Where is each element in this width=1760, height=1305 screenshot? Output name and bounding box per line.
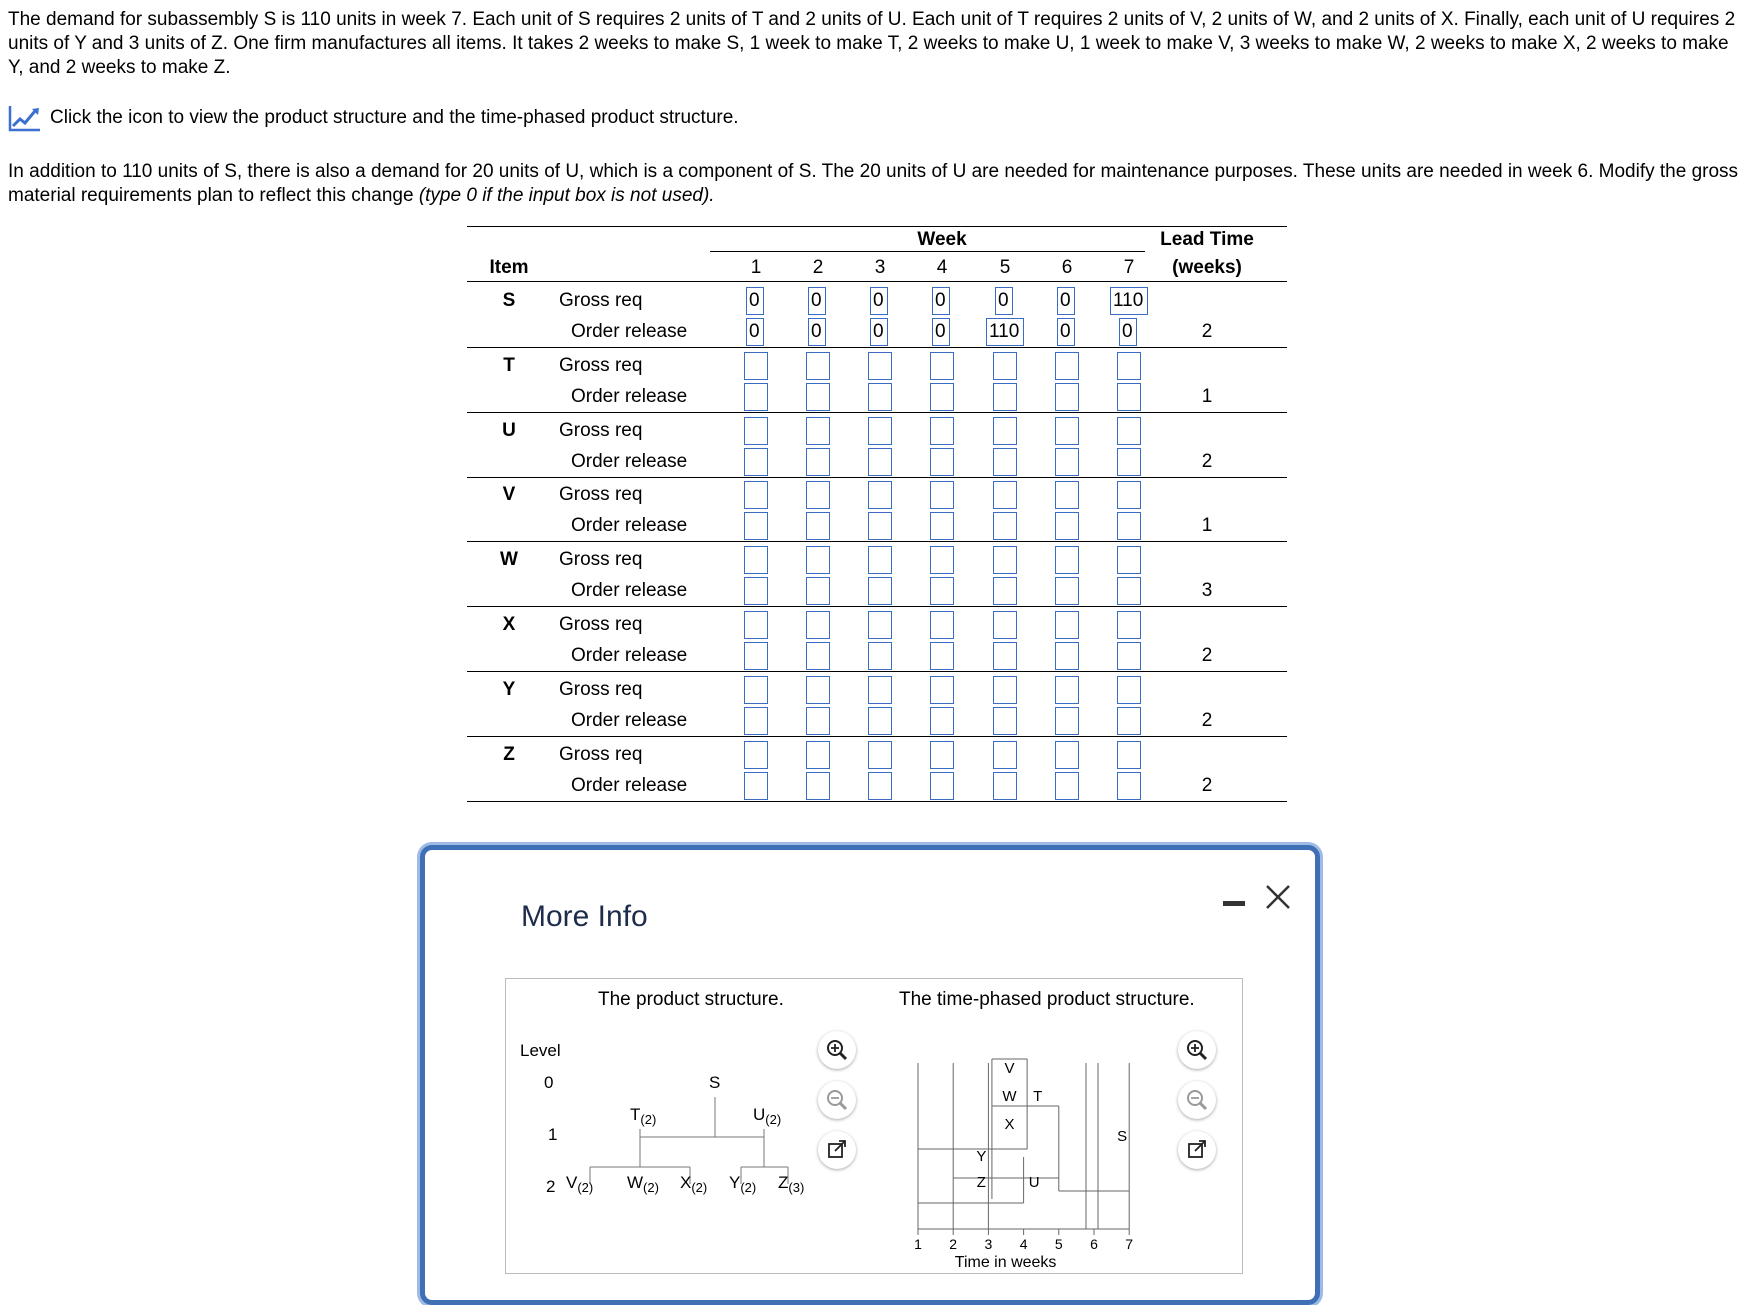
- open-new-window-button[interactable]: [818, 1131, 856, 1169]
- week-tick-4: 4: [1019, 1236, 1028, 1252]
- mrp-w-gross-week-2[interactable]: [806, 546, 830, 574]
- mrp-s-gross-week-5[interactable]: [995, 287, 1013, 315]
- level-2: 2: [546, 1177, 556, 1196]
- mrp-z-order-week-4[interactable]: [930, 772, 954, 800]
- tree-node-w: $W_{(2)}$: [627, 1173, 659, 1195]
- mrp-x-gross-week-3[interactable]: [868, 611, 892, 639]
- lead-time-T: 1: [1201, 385, 1213, 407]
- item-V: V: [502, 484, 516, 506]
- mrp-y-gross-week-6[interactable]: [1055, 676, 1079, 704]
- dialog-title: More Info: [521, 900, 648, 933]
- mrp-s-gross-week-3[interactable]: [870, 287, 888, 315]
- mrp-x-order-week-7[interactable]: [1117, 642, 1141, 670]
- mrp-u-order-week-1[interactable]: [744, 448, 768, 476]
- mrp-v-gross-week-4[interactable]: [930, 481, 954, 509]
- mrp-z-gross-week-5[interactable]: [993, 741, 1017, 769]
- mrp-v-order-week-6[interactable]: [1055, 512, 1079, 540]
- open-new-window-button-2[interactable]: [1178, 1131, 1216, 1169]
- order-release-label: Order release: [571, 645, 688, 666]
- mrp-s-gross-week-1[interactable]: [746, 287, 764, 315]
- mrp-v-gross-week-1[interactable]: [744, 481, 768, 509]
- item-X: X: [502, 614, 516, 635]
- week-7: 7: [1123, 257, 1135, 278]
- timeline-label-v: V: [1004, 1060, 1015, 1077]
- mrp-t-gross-week-7[interactable]: [1117, 352, 1141, 380]
- order-release-label: Order release: [571, 450, 688, 472]
- mrp-w-gross-week-3[interactable]: [868, 546, 892, 574]
- gross-req-label: Gross req: [559, 419, 643, 441]
- mrp-v-gross-week-5[interactable]: [993, 481, 1017, 509]
- rule-top-left: [467, 226, 728, 227]
- gross-req-label: Gross req: [559, 678, 643, 700]
- lead-time-V: 1: [1201, 515, 1213, 537]
- mrp-x-gross-week-7[interactable]: [1117, 611, 1141, 639]
- mrp-z-order-week-7[interactable]: [1117, 772, 1141, 800]
- gross-req-label: Gross req: [559, 743, 643, 765]
- level-1: 1: [548, 1125, 558, 1144]
- mrp-y-order-week-2[interactable]: [806, 707, 830, 735]
- mrp-s-gross-week-6[interactable]: [1057, 287, 1075, 315]
- week-1: 1: [750, 257, 762, 278]
- lead-time-S: 2: [1201, 321, 1213, 342]
- mrp-x-gross-week-4[interactable]: [930, 611, 954, 639]
- item-W: W: [500, 549, 518, 571]
- item-U: U: [502, 419, 516, 441]
- mrp-table: [467, 226, 1287, 814]
- order-release-label: Order release: [571, 515, 688, 537]
- mrp-w-order-week-5[interactable]: [993, 577, 1017, 605]
- mrp-x-order-week-4[interactable]: [930, 642, 954, 670]
- minimize-icon[interactable]: [1223, 890, 1247, 912]
- mrp-t-gross-week-3[interactable]: [868, 352, 892, 380]
- mrp-s-order-week-6[interactable]: [1057, 318, 1075, 346]
- tree-node-u: $U_{(2)}$: [753, 1105, 782, 1127]
- mrp-z-order-week-3[interactable]: [868, 772, 892, 800]
- mrp-v-gross-week-3[interactable]: [868, 481, 892, 509]
- week-4: 4: [936, 257, 948, 278]
- zoom-out-button-2[interactable]: [1178, 1081, 1216, 1119]
- zoom-in-button[interactable]: [818, 1031, 856, 1069]
- row-divider: [467, 801, 1287, 802]
- mrp-u-gross-week-4[interactable]: [930, 417, 954, 445]
- order-release-label: Order release: [571, 580, 688, 602]
- mrp-z-order-week-6[interactable]: [1055, 772, 1079, 800]
- mrp-u-order-week-5[interactable]: [993, 448, 1017, 476]
- mrp-s-order-week-2[interactable]: [808, 318, 826, 346]
- mrp-u-gross-week-1[interactable]: [744, 417, 768, 445]
- mrp-s-order-week-3[interactable]: [870, 318, 888, 346]
- mrp-s-order-week-4[interactable]: [932, 318, 950, 346]
- timeline-label-s: S: [1117, 1128, 1128, 1145]
- mrp-w-gross-week-4[interactable]: [930, 546, 954, 574]
- mrp-w-gross-week-5[interactable]: [993, 546, 1017, 574]
- mrp-z-gross-week-7[interactable]: [1117, 741, 1141, 769]
- zoom-out-button[interactable]: [818, 1081, 856, 1119]
- mrp-y-gross-week-2[interactable]: [806, 676, 830, 704]
- mrp-z-gross-week-1[interactable]: [744, 741, 768, 769]
- week-tick-5: 5: [1054, 1236, 1063, 1252]
- level-label: Level: [520, 1041, 561, 1060]
- zoom-in-icon: [825, 1038, 849, 1062]
- mrp-v-order-week-3[interactable]: [868, 512, 892, 540]
- mrp-y-gross-week-7[interactable]: [1117, 676, 1141, 704]
- mrp-v-order-week-7[interactable]: [1117, 512, 1141, 540]
- view-structure-link-text[interactable]: Click the icon to view the product structure and the time-phased product structure.: [50, 107, 739, 128]
- mrp-u-gross-week-7[interactable]: [1117, 417, 1141, 445]
- zoom-in-icon: [1185, 1038, 1209, 1062]
- mrp-v-order-week-2[interactable]: [806, 512, 830, 540]
- zoom-in-button-2[interactable]: [1178, 1031, 1216, 1069]
- lead-time-Y: 2: [1201, 709, 1213, 731]
- item-Z: Z: [503, 743, 515, 765]
- mrp-t-order-week-3[interactable]: [868, 383, 892, 411]
- timeline-label-u: U: [1028, 1174, 1040, 1191]
- mrp-y-order-week-4[interactable]: [930, 707, 954, 735]
- lead-time-X: 2: [1201, 645, 1213, 666]
- rule-week: [710, 251, 1145, 252]
- timeline-label-w: W: [1002, 1088, 1017, 1105]
- mrp-w-order-week-4[interactable]: [930, 577, 954, 605]
- mrp-y-order-week-6[interactable]: [1055, 707, 1079, 735]
- row-divider: [467, 477, 1287, 478]
- mrp-t-order-week-5[interactable]: [993, 383, 1017, 411]
- mrp-y-gross-week-1[interactable]: [744, 676, 768, 704]
- week-6: 6: [1061, 257, 1073, 278]
- week-tick-7: 7: [1125, 1236, 1134, 1252]
- week-tick-6: 6: [1090, 1236, 1098, 1252]
- lead-time-U: 2: [1201, 450, 1213, 472]
- modification-hint: (type 0 if the input box is not used).: [418, 185, 715, 206]
- row-divider: [467, 412, 1287, 413]
- mrp-x-gross-week-5[interactable]: [993, 611, 1017, 639]
- timeline-label-x: X: [1004, 1116, 1015, 1133]
- mrp-w-order-week-2[interactable]: [806, 577, 830, 605]
- mrp-z-gross-week-4[interactable]: [930, 741, 954, 769]
- mrp-x-gross-week-2[interactable]: [806, 611, 830, 639]
- problem-modification: [8, 160, 1748, 208]
- mrp-u-gross-week-2[interactable]: [806, 417, 830, 445]
- mrp-t-order-week-2[interactable]: [806, 383, 830, 411]
- mrp-u-order-week-2[interactable]: [806, 448, 830, 476]
- mrp-s-gross-week-7[interactable]: [1110, 287, 1148, 315]
- mrp-u-order-week-6[interactable]: [1055, 448, 1079, 476]
- order-release-label: Order release: [571, 774, 688, 796]
- mrp-y-order-week-7[interactable]: [1117, 707, 1141, 735]
- row-divider: [467, 347, 1287, 348]
- item-Y: Y: [502, 678, 516, 700]
- mrp-u-order-week-4[interactable]: [930, 448, 954, 476]
- mrp-x-order-week-2[interactable]: [806, 642, 830, 670]
- close-icon[interactable]: [1261, 880, 1295, 914]
- week-tick-1: 1: [914, 1236, 922, 1252]
- lead-time-W: 3: [1201, 580, 1213, 602]
- mrp-x-gross-week-1[interactable]: [744, 611, 768, 639]
- tree-node-v: $V_{(2)}$: [566, 1173, 594, 1195]
- timeline-label-y: Y: [976, 1148, 987, 1165]
- mrp-t-gross-week-1[interactable]: [744, 352, 768, 380]
- order-release-label: Order release: [571, 321, 688, 342]
- mrp-y-order-week-3[interactable]: [868, 707, 892, 735]
- mrp-z-order-week-1[interactable]: [744, 772, 768, 800]
- gross-req-label: Gross req: [559, 614, 643, 635]
- order-release-label: Order release: [571, 385, 688, 407]
- mrp-v-gross-week-2[interactable]: [806, 481, 830, 509]
- tree-root: S: [709, 1073, 721, 1092]
- external-link-icon: [825, 1138, 849, 1162]
- mrp-v-order-week-5[interactable]: [993, 512, 1017, 540]
- mrp-v-gross-week-6[interactable]: [1055, 481, 1079, 509]
- mrp-z-gross-week-3[interactable]: [868, 741, 892, 769]
- mrp-x-gross-week-6[interactable]: [1055, 611, 1079, 639]
- mrp-s-order-week-1[interactable]: [746, 318, 764, 346]
- mrp-t-order-week-7[interactable]: [1117, 383, 1141, 411]
- mrp-s-order-week-7[interactable]: [1119, 318, 1137, 346]
- mrp-u-gross-week-3[interactable]: [868, 417, 892, 445]
- mrp-w-order-week-1[interactable]: [744, 577, 768, 605]
- tree-node-y: $Y_{(2)}$: [729, 1173, 757, 1195]
- tree-node-t: $T_{(2)}$: [630, 1105, 657, 1127]
- mrp-z-gross-week-2[interactable]: [806, 741, 830, 769]
- rule-header: [467, 281, 1287, 282]
- mrp-z-order-week-2[interactable]: [806, 772, 830, 800]
- axis-label: Time in weeks: [954, 1254, 1057, 1271]
- item-T: T: [503, 354, 515, 376]
- gross-req-label: Gross req: [559, 290, 643, 311]
- mrp-u-order-week-7[interactable]: [1117, 448, 1141, 476]
- mrp-z-order-week-5[interactable]: [993, 772, 1017, 800]
- row-divider: [467, 671, 1287, 672]
- mrp-x-order-week-3[interactable]: [868, 642, 892, 670]
- time-phased-caption: The time-phased product structure.: [899, 989, 1195, 1010]
- lead-time-Z: 2: [1201, 774, 1213, 796]
- mrp-t-order-week-6[interactable]: [1055, 383, 1079, 411]
- item-header: Item: [489, 257, 529, 278]
- mrp-y-order-week-5[interactable]: [993, 707, 1017, 735]
- mrp-y-gross-week-5[interactable]: [993, 676, 1017, 704]
- rule-top-right: [710, 226, 1287, 227]
- figure-panel: [505, 978, 1243, 1274]
- mrp-s-gross-week-4[interactable]: [932, 287, 950, 315]
- gross-req-label: Gross req: [559, 484, 643, 506]
- lead-time-unit: (weeks): [1172, 257, 1242, 278]
- timeline-label-z: Z: [976, 1174, 986, 1191]
- row-divider: [467, 736, 1287, 737]
- gross-req-label: Gross req: [559, 354, 643, 376]
- view-structure-link[interactable]: [8, 104, 739, 132]
- mrp-t-gross-week-2[interactable]: [806, 352, 830, 380]
- mrp-w-order-week-7[interactable]: [1117, 577, 1141, 605]
- row-divider: [467, 541, 1287, 542]
- time-phased-chart: [886, 1039, 1134, 1271]
- week-tick-3: 3: [984, 1236, 993, 1252]
- gross-req-label: Gross req: [559, 549, 643, 571]
- mrp-x-order-week-6[interactable]: [1055, 642, 1079, 670]
- week-tick-2: 2: [949, 1236, 958, 1252]
- zoom-out-icon: [1185, 1088, 1209, 1112]
- mrp-x-order-week-5[interactable]: [993, 642, 1017, 670]
- mrp-x-order-week-1[interactable]: [744, 642, 768, 670]
- mrp-s-order-week-5[interactable]: [986, 318, 1024, 346]
- modification-text: In addition to 110 units of S, there is also a demand for 20 units of U, which is a component of S. The 20 units of U are needed for maintenance purposes. These units are needed in week 6. Modify the gross material requirements plan to reflect this change: [8, 161, 1739, 206]
- more-info-dialog: [420, 845, 1320, 1305]
- mrp-w-gross-week-1[interactable]: [744, 546, 768, 574]
- mrp-t-gross-week-4[interactable]: [930, 352, 954, 380]
- tree-node-x: $X_{(2)}$: [680, 1173, 708, 1195]
- mrp-w-gross-week-7[interactable]: [1117, 546, 1141, 574]
- zoom-out-icon: [825, 1088, 849, 1112]
- mrp-t-gross-week-6[interactable]: [1055, 352, 1079, 380]
- timeline-label-t: T: [1033, 1088, 1043, 1105]
- mrp-w-order-week-6[interactable]: [1055, 577, 1079, 605]
- mrp-v-order-week-1[interactable]: [744, 512, 768, 540]
- mrp-v-gross-week-7[interactable]: [1117, 481, 1141, 509]
- mrp-v-order-week-4[interactable]: [930, 512, 954, 540]
- mrp-w-gross-week-6[interactable]: [1055, 546, 1079, 574]
- order-release-label: Order release: [571, 709, 688, 731]
- mrp-y-gross-week-4[interactable]: [930, 676, 954, 704]
- mrp-u-gross-week-6[interactable]: [1055, 417, 1079, 445]
- mrp-y-order-week-1[interactable]: [744, 707, 768, 735]
- mrp-y-gross-week-3[interactable]: [868, 676, 892, 704]
- problem-statement: The demand for subassembly S is 110 units in week 7. Each unit of S requires 2 units of T and 2 units of U. Each unit of T requires 2 units of V, 2 units of W, and 2 units of X. Finally, each unit of U requires 2 units of Y and 3 units of Z. One firm manufactures all items. It takes 2 weeks to make S, 1 week to make T, 2 weeks to make U, 1 week to make V, 3 weeks to make W, 2 weeks to make X, 2 weeks to make Y, and 2 weeks to make Z.: [8, 9, 1736, 78]
- mrp-u-gross-week-5[interactable]: [993, 417, 1017, 445]
- level-0: 0: [544, 1073, 554, 1092]
- external-link-icon: [1185, 1138, 1209, 1162]
- week-5: 5: [999, 257, 1011, 278]
- mrp-z-gross-week-6[interactable]: [1055, 741, 1079, 769]
- row-divider: [467, 606, 1287, 607]
- lead-time-header: Lead Time: [1160, 229, 1254, 250]
- week-header: Week: [917, 229, 967, 250]
- week-3: 3: [874, 257, 886, 278]
- mrp-t-gross-week-5[interactable]: [993, 352, 1017, 380]
- mrp-u-order-week-3[interactable]: [868, 448, 892, 476]
- item-S: S: [502, 290, 516, 311]
- product-structure-caption: The product structure.: [598, 989, 784, 1010]
- chart-icon[interactable]: [8, 104, 42, 132]
- week-2: 2: [812, 257, 824, 278]
- mrp-t-order-week-1[interactable]: [744, 383, 768, 411]
- mrp-w-order-week-3[interactable]: [868, 577, 892, 605]
- mrp-t-order-week-4[interactable]: [930, 383, 954, 411]
- tree-node-z: $Z_{(3)}$: [778, 1173, 805, 1195]
- mrp-s-gross-week-2[interactable]: [808, 287, 826, 315]
